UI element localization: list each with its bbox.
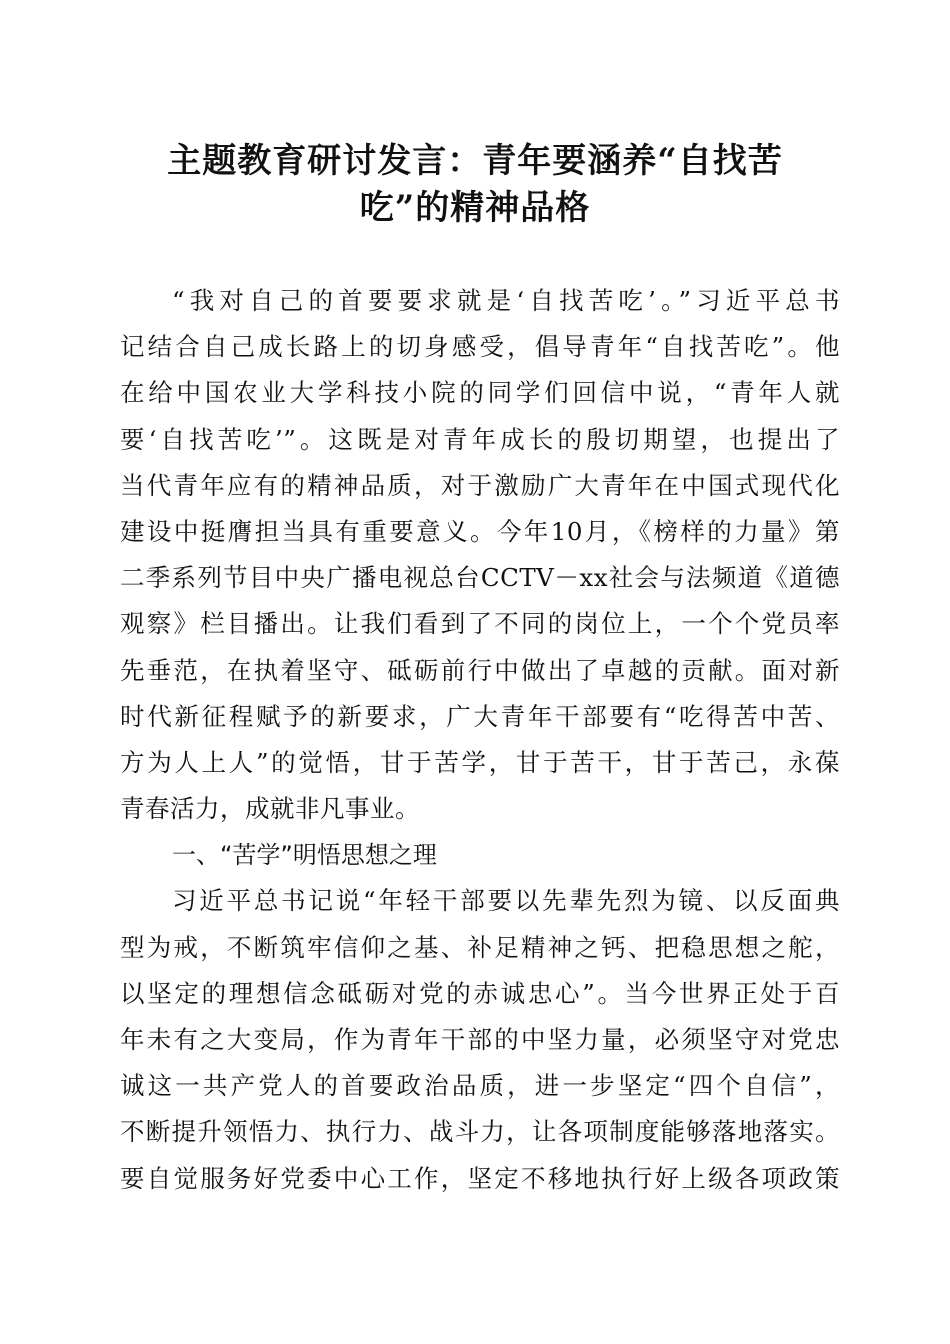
text-line: 年未有之大变局，作为青年干部的中坚力量，必须坚守对党忠 (120, 1025, 840, 1054)
document-body (120, 278, 840, 1202)
text-line: 记结合自己成长路上的切身感受，倡导青年“自找苦吃”。他 (120, 332, 840, 362)
text-line: 当代青年应有的精神品质，对于激励广大青年在中国式现代化 (120, 470, 840, 500)
text-line: 时代新征程赋予的新要求，广大青年干部要有“吃得苦中苦、 (120, 701, 840, 731)
text-line: “我对自己的首要要求就是‘自找苦吃’。”习近平总书 (172, 286, 840, 315)
text-line: 要自觉服务好党委中心工作，坚定不移地执行好上级各项政策 (120, 1163, 840, 1193)
text-line: 型为戒，不断筑牢信仰之基、补足精神之钙、把稳思想之舵， (120, 932, 840, 962)
text-line: 要‘自找苦吃’”。这既是对青年成长的殷切期望，也提出了 (120, 424, 840, 454)
text-line: 青春活力，成就非凡事业。 (120, 794, 420, 824)
text-line: 先垂范，在执着坚守、砥砺前行中做出了卓越的贡献。面对新 (120, 655, 840, 685)
text-line: 建设中挺膺担当具有重要意义。今年10月，《榜样的力量》第 (120, 516, 840, 546)
text-line: 方为人上人”的觉悟，甘于苦学，甘于苦干，甘于苦己，永葆 (120, 747, 840, 777)
paragraph-2 (120, 878, 840, 1201)
text-line: 在给中国农业大学科技小院的同学们回信中说，“青年人就 (120, 378, 840, 408)
text-line: 习近平总书记说“年轻干部要以先辈先烈为镜、以反面典 (172, 886, 840, 916)
text-line: 观察》栏目播出。让我们看到了不同的岗位上，一个个党员率 (120, 609, 840, 639)
paragraph-1 (120, 278, 840, 832)
document-title-line-1: 主题教育研讨发言：青年要涵养“自找苦 (167, 141, 783, 181)
text-line: 二季系列节目中央广播电视总台CCTV－xx社会与法频道《道德 (120, 563, 840, 593)
document-title-line-2: 吃”的精神品格 (359, 188, 591, 228)
text-line: 以坚定的理想信念砥砺对党的赤诚忠心”。当今世界正处于百 (120, 978, 840, 1008)
section-heading-1: 一、“苦学”明悟思想之理 (172, 841, 437, 870)
text-line: 不断提升领悟力、执行力、战斗力，让各项制度能够落地落实。 (120, 1117, 840, 1147)
text-line: 诚这一共产党人的首要政治品质，进一步坚定“四个自信”， (120, 1071, 840, 1101)
